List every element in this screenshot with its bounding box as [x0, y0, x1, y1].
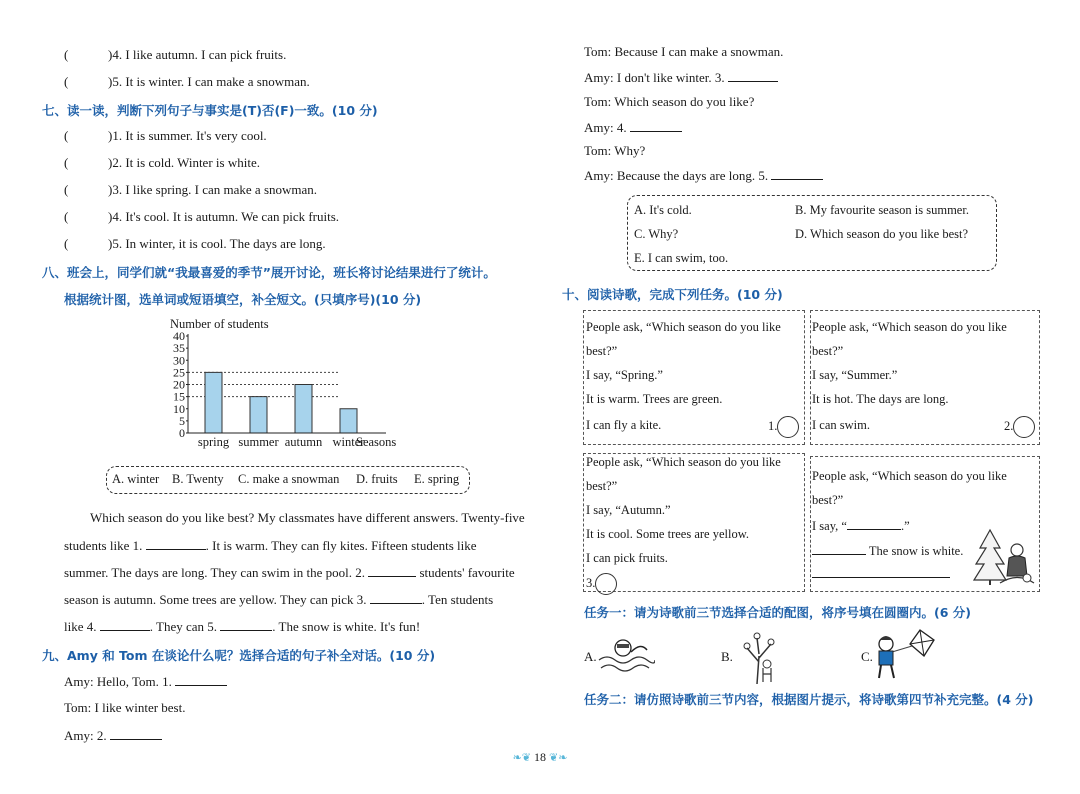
- bar-winter: [340, 409, 357, 433]
- s7-item-1: ( )1. It is summer. It's very cool.: [64, 128, 267, 143]
- y-tick-label: 0: [179, 426, 185, 440]
- bar-autumn: [295, 385, 312, 434]
- poem-box-3: [583, 453, 805, 592]
- y-tick-label: 10: [173, 401, 185, 416]
- s7-item-4: ( )4. It's cool. It is autumn. We can pick fruits.: [64, 209, 340, 224]
- leaf-ornament-right-icon: ❦❧: [549, 752, 568, 764]
- y-tick-label: 35: [173, 341, 185, 356]
- pic-label-b: B.: [721, 649, 733, 664]
- dialogue-line-2: Amy: I don't like winter. 3.: [584, 69, 778, 86]
- s9-option-d: D. Which season do you like best?: [795, 227, 968, 241]
- section-9-heading: 九、Amy 和 Tom 在谈论什么呢？选择合适的句子补全对话。(10 分): [42, 648, 436, 663]
- x-tick-label: summer: [238, 435, 279, 449]
- task-2: 任务二：请仿照诗歌前三节内容，根据图片提示，将诗歌第四节补充完整。(4 分): [584, 692, 1034, 707]
- dialogue-blank-3[interactable]: [728, 69, 778, 82]
- s9-option-b: B. My favourite season is summer.: [795, 203, 969, 217]
- leaf-ornament-left-icon: ❧❦: [512, 752, 531, 764]
- s8-option-e: E. spring: [414, 472, 460, 486]
- x-tick-label: spring: [197, 435, 230, 449]
- page-footer: [500, 750, 580, 765]
- s9-blank-1[interactable]: [175, 673, 227, 686]
- y-tick-label: 25: [173, 365, 185, 380]
- dialogue-line-6: Amy: Because the days are long. 5.: [584, 167, 823, 184]
- y-tick-label: 5: [179, 413, 185, 428]
- dialogue-line-3: Tom: Which season do you like?: [584, 94, 755, 109]
- s6-item-4: ( )4. I like autumn. I can pick fruits.: [64, 47, 287, 62]
- section-8-heading-1: 八、班会上，同学们就“我最喜爱的季节”展开讨论，班长将讨论结果进行了统计。: [42, 265, 496, 280]
- s9-option-c: C. Why?: [634, 227, 679, 241]
- x-tick-label: autumn: [284, 435, 323, 449]
- x-tick-label: winter: [332, 435, 365, 449]
- kite-flying-picture: [872, 626, 938, 682]
- passage-line-5: like 4. . They can 5. . The snow is white. It's fun!: [64, 619, 421, 634]
- bar-spring: [205, 372, 222, 433]
- s7-item-2: ( )2. It is cold. Winter is white.: [64, 155, 260, 170]
- pic-label-a: A.: [584, 649, 597, 664]
- s9-option-a: A. It's cold.: [634, 203, 692, 217]
- section-10-heading: 十、阅读诗歌，完成下列任务。(10 分): [562, 287, 783, 302]
- s9-line-1: Amy: Hello, Tom. 1.: [64, 673, 227, 690]
- y-tick-label: 15: [173, 389, 185, 404]
- autumn-tree-picture: [735, 628, 783, 686]
- section-7-heading: 七、读一读，判断下列句子与事实是(T)否(F)一致。(10 分): [42, 103, 378, 118]
- passage-line-3: summer. The days are long. They can swim in the pool. 2. students' favourite: [64, 565, 515, 580]
- chart-xlabel: Seasons: [356, 435, 397, 449]
- task-1: 任务一：请为诗歌前三节选择合适的配图，将序号填在圆圈内。(6 分): [584, 605, 971, 620]
- answer-circle-2[interactable]: [1013, 416, 1035, 438]
- s7-item-3: ( )3. I like spring. I can make a snowman.: [64, 182, 318, 197]
- s9-blank-2[interactable]: [110, 727, 162, 740]
- dialogue-line-1: Tom: Because I can make a snowman.: [584, 44, 784, 59]
- y-tick-label: 40: [173, 329, 185, 343]
- dialogue-blank-4[interactable]: [630, 119, 682, 132]
- section-8-heading-2: 根据统计图，选单词或短语填空，补全短文。(只填序号)(10 分): [64, 292, 422, 307]
- poem4-blank-line[interactable]: [812, 542, 866, 555]
- y-tick-label: 30: [173, 353, 185, 368]
- chart-title: Number of students: [170, 317, 269, 331]
- passage-line-1: Which season do you like best? My classmates have different answers. Twenty-five: [90, 510, 525, 525]
- s7-item-5: ( )5. In winter, it is cool. The days are long.: [64, 236, 326, 251]
- dialogue-blank-5[interactable]: [771, 167, 823, 180]
- s8-option-c: C. make a snowman: [238, 472, 340, 486]
- s9-line-3: Amy: 2.: [64, 727, 162, 744]
- s9-option-e: E. I can swim, too.: [634, 251, 729, 265]
- dialogue-line-4: Amy: 4.: [584, 119, 682, 136]
- poem4-blank-season[interactable]: [847, 517, 901, 530]
- passage-line-2: students like 1. . It is warm. They can fly kites. Fifteen students like: [64, 538, 477, 553]
- poem4-blank-last[interactable]: [812, 565, 950, 578]
- blank-1[interactable]: [146, 537, 206, 550]
- blank-2[interactable]: [368, 564, 416, 577]
- bar-chart: [150, 312, 420, 454]
- swimming-picture: [597, 630, 655, 676]
- s8-option-a: A. winter: [112, 472, 160, 486]
- s9-line-2: Tom: I like winter best.: [64, 700, 186, 715]
- answer-circle-3[interactable]: [595, 573, 617, 595]
- bar-summer: [250, 397, 267, 433]
- y-tick-label: 20: [173, 377, 185, 392]
- blank-4[interactable]: [100, 618, 150, 631]
- s6-item-5: ( )5. It is winter. I can make a snowman.: [64, 74, 310, 89]
- passage-line-4: season is autumn. Some trees are yellow. They can pick 3. . Ten students: [64, 592, 494, 607]
- dialogue-line-5: Tom: Why?: [584, 143, 646, 158]
- blank-3[interactable]: [370, 591, 422, 604]
- pic-label-c: C.: [861, 649, 873, 664]
- blank-5[interactable]: [220, 618, 272, 631]
- s8-option-b: B. Twenty: [172, 472, 224, 486]
- page-number: 18: [534, 750, 546, 764]
- answer-circle-1[interactable]: [777, 416, 799, 438]
- s8-option-d: D. fruits: [356, 472, 398, 486]
- winter-snowman-picture: [972, 528, 1036, 586]
